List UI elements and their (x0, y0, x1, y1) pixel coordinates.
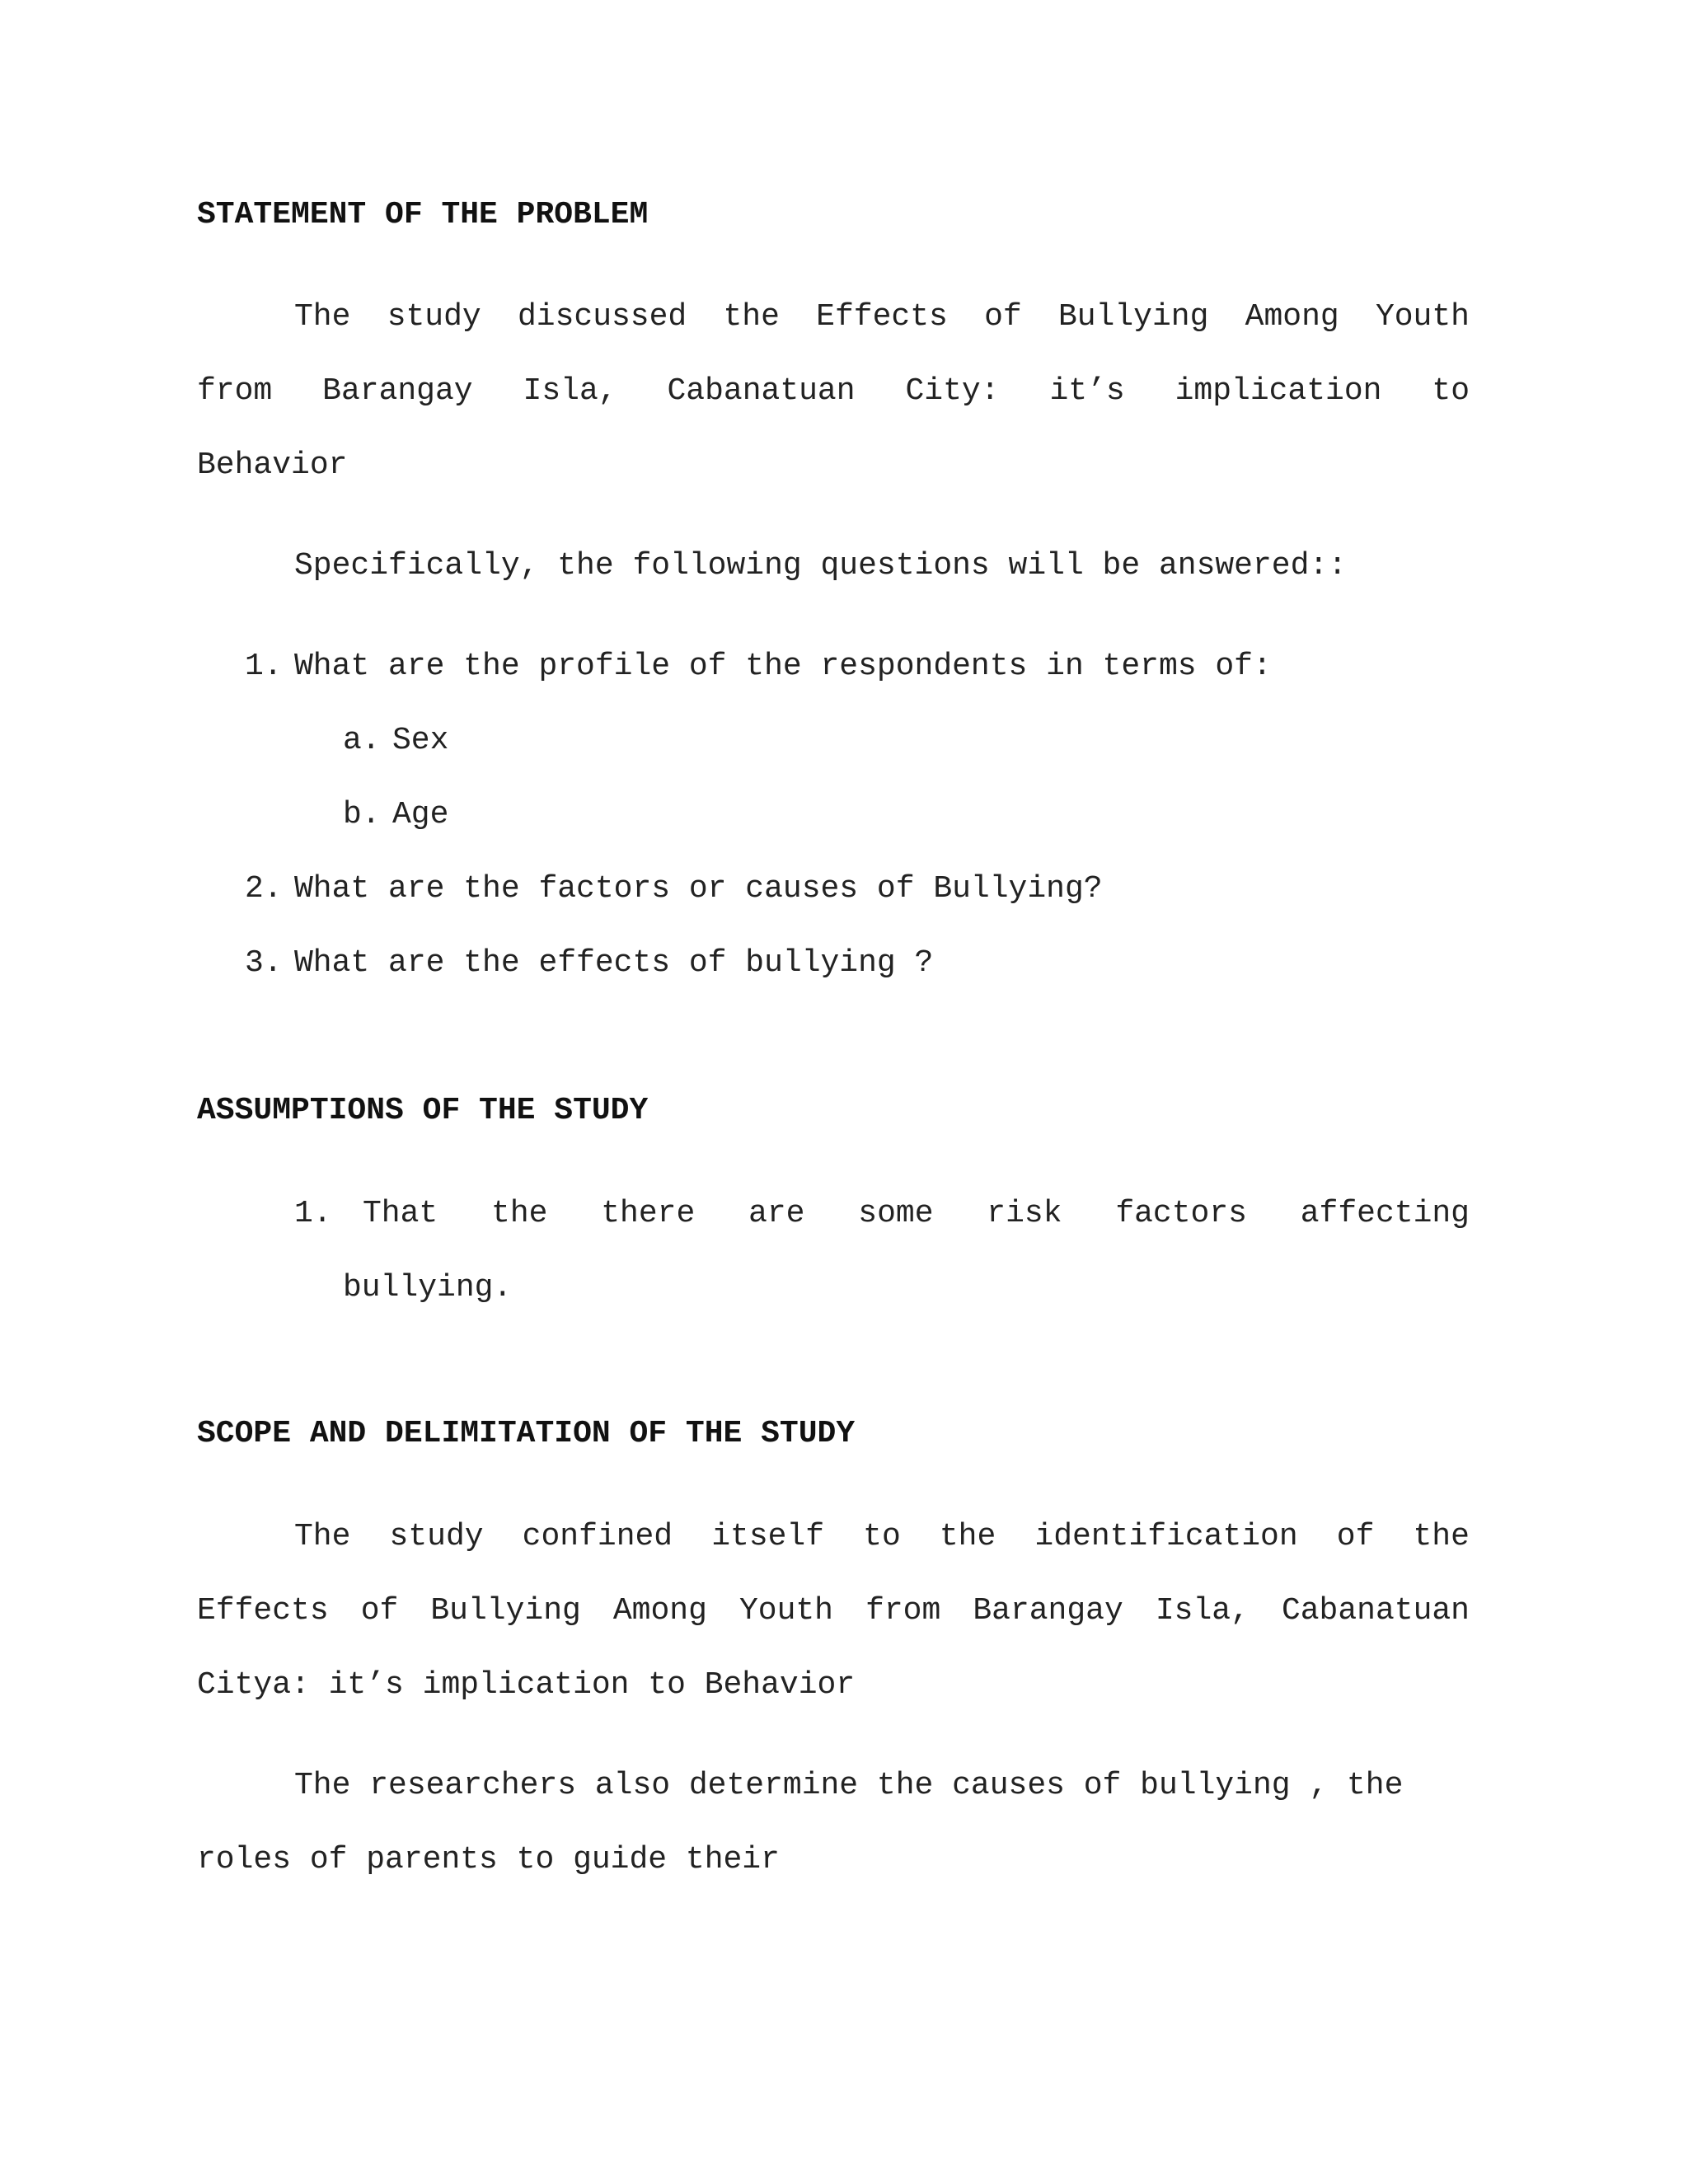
word: study (389, 1519, 484, 1554)
word: itself (711, 1519, 825, 1554)
heading-assumptions-of-the-study: ASSUMPTIONS OF THE STUDY (197, 1093, 649, 1128)
subitem-a-letter: a. (343, 723, 381, 758)
heading-scope-and-delimitation: SCOPE AND DELIMITATION OF THE STUDY (197, 1416, 856, 1451)
question-2-number: 2. (245, 871, 283, 907)
word: are (748, 1196, 805, 1231)
word: of (984, 299, 1022, 335)
assumption-1-line-1 (363, 1198, 1470, 1230)
word: the (939, 1519, 996, 1554)
statement-paragraph-line-3: Behavior (197, 448, 348, 483)
word: implication (1175, 373, 1382, 409)
word: The (294, 299, 351, 335)
word: Effects (197, 1593, 329, 1629)
statement-specifically-paragraph: Specifically, the following questions will be answered:: (294, 548, 1348, 583)
word: confined (522, 1519, 673, 1554)
word: discussed (517, 299, 687, 335)
subitem-b-text: Age (392, 797, 449, 832)
word: the (723, 299, 780, 335)
heading-statement-of-the-problem: STATEMENT OF THE PROBLEM (197, 197, 649, 232)
question-2-text: What are the factors or causes of Bullying? (294, 871, 1103, 907)
word: to (863, 1519, 901, 1554)
word: Bullying (430, 1593, 581, 1629)
word: Bullying (1057, 299, 1209, 335)
statement-paragraph-line-1 (294, 299, 1470, 335)
assumption-1-number: 1. (294, 1196, 332, 1231)
question-1-text: What are the profile of the respondents in terms of: (294, 649, 1272, 684)
word: Among (612, 1593, 707, 1629)
word: affecting (1300, 1196, 1470, 1231)
word: That (363, 1196, 438, 1231)
word: identification (1034, 1519, 1298, 1554)
word: The (294, 1519, 351, 1554)
question-3-text: What are the effects of bullying ? (294, 945, 934, 981)
word: risk (987, 1196, 1062, 1231)
word: from (865, 1593, 941, 1629)
word: Barangay (322, 373, 473, 409)
subitem-b-letter: b. (343, 797, 381, 832)
word: Cabanatuan (1281, 1593, 1470, 1629)
statement-paragraph-line-2 (197, 373, 1470, 409)
word: of (360, 1593, 399, 1629)
word: Cabanatuan (667, 373, 856, 409)
scope-paragraph-line-1 (294, 1521, 1470, 1553)
word: the (1413, 1519, 1470, 1554)
word: Among (1245, 299, 1339, 335)
scope-researchers-line-2: roles of parents to guide their (197, 1842, 780, 1877)
word: the (491, 1196, 548, 1231)
word: it’s (1049, 373, 1125, 409)
word: factors (1115, 1196, 1247, 1231)
assumption-1-line-2: bullying. (343, 1270, 513, 1305)
word: Effects (816, 299, 948, 335)
word: of (1336, 1519, 1375, 1554)
word: City: (905, 373, 1000, 409)
word: there (601, 1196, 696, 1231)
word: from (197, 373, 273, 409)
question-3-number: 3. (245, 945, 283, 981)
word: Youth (1375, 299, 1470, 335)
word: to (1432, 373, 1470, 409)
word: Isla, (1155, 1593, 1250, 1629)
word: some (858, 1196, 934, 1231)
word: Youth (738, 1593, 833, 1629)
word: study (387, 299, 481, 335)
scope-paragraph-line-2 (197, 1593, 1470, 1629)
word: Barangay (973, 1593, 1123, 1629)
question-1-number: 1. (245, 649, 283, 684)
scope-researchers-line-1: The researchers also determine the causes of bullying , the (294, 1768, 1404, 1803)
subitem-a-text: Sex (392, 723, 449, 758)
word: Isla, (523, 373, 617, 409)
scope-paragraph-line-3: Citya: it’s implication to Behavior (197, 1667, 856, 1703)
